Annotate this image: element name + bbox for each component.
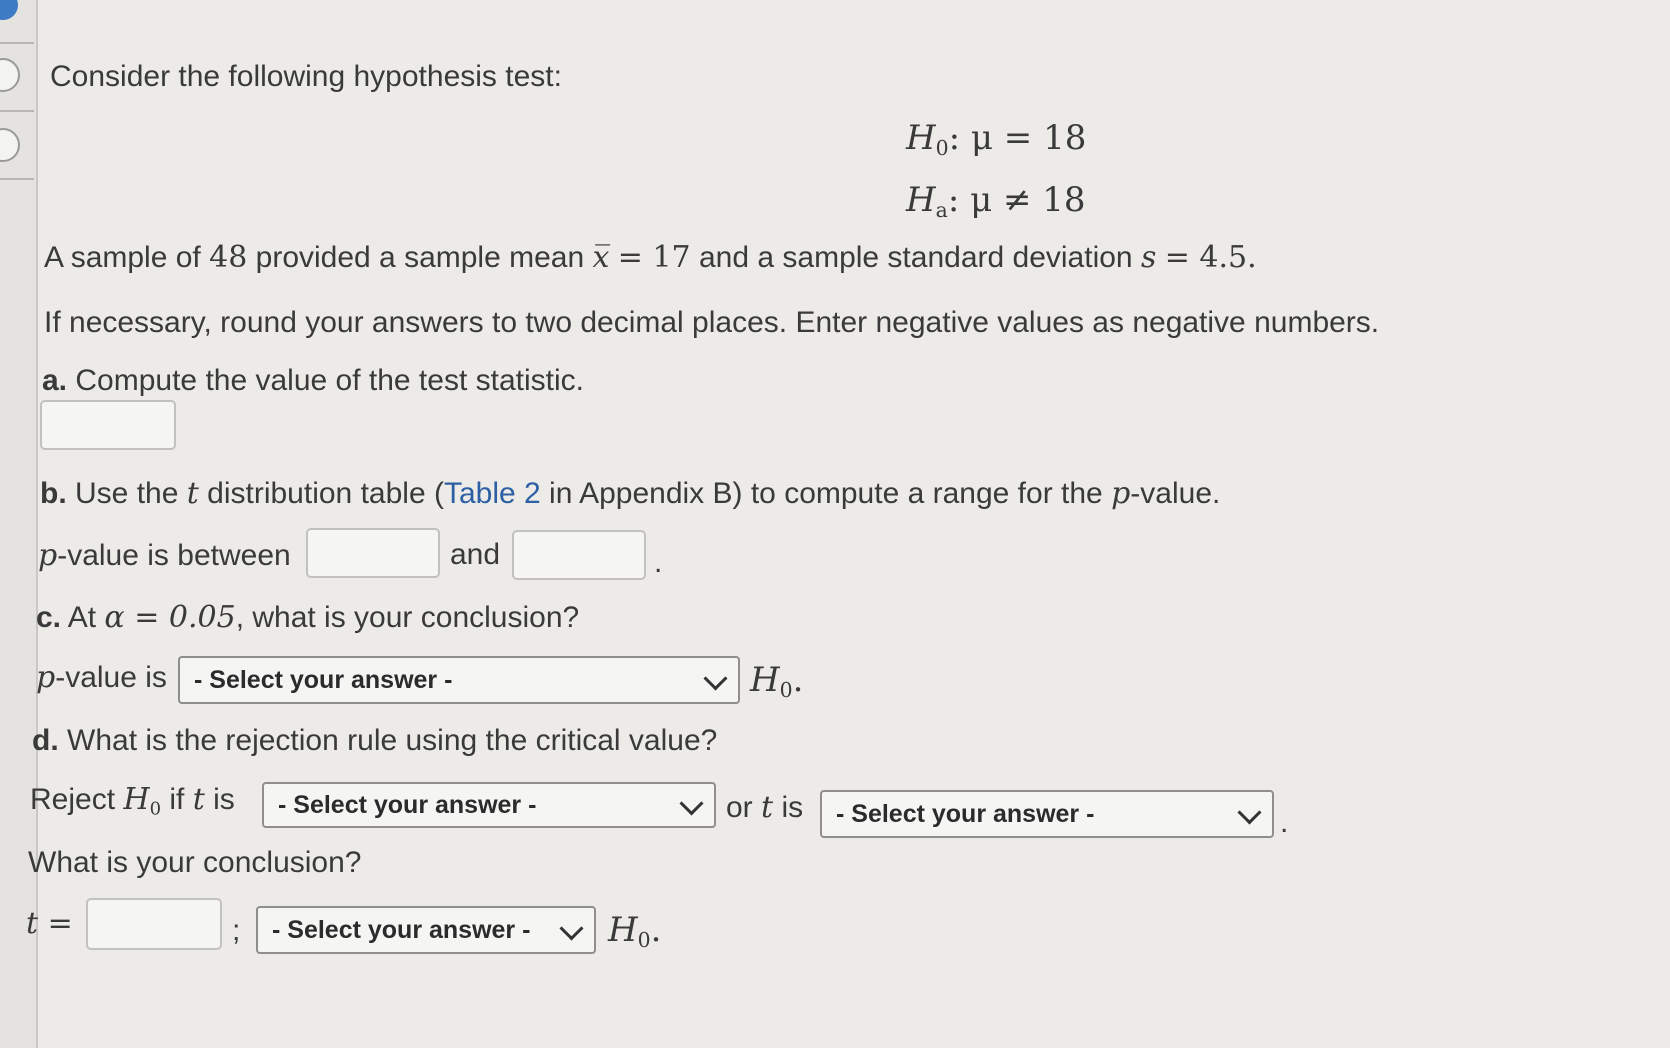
sample-statement: A sample of 48 provided a sample mean x̅ = 17 and a sample standard deviation s = 4.5.: [44, 240, 1257, 275]
select-value: - Select your answer -: [272, 915, 531, 944]
question-nav-sidebar: [0, 0, 38, 1048]
null-hypothesis: $H_0$: μ = 18: [906, 118, 1087, 161]
chevron-down-icon: [559, 916, 583, 940]
test-statistic-input[interactable]: [40, 400, 176, 450]
or-t-is-label: or t is: [726, 790, 804, 825]
intro-text: Consider the following hypothesis test:: [50, 60, 562, 93]
table-2-link[interactable]: Table 2: [443, 477, 541, 510]
part-a-question: a. Compute the value of the test statistic.: [42, 364, 584, 397]
chevron-down-icon: [1237, 800, 1261, 824]
period: .: [654, 546, 663, 579]
sidebar-divider: [0, 42, 34, 44]
conclusion-label: What is your conclusion?: [28, 846, 362, 879]
pvalue-conclusion-select[interactable]: [178, 656, 740, 704]
instructions-text: If necessary, round your answers to two decimal places. Enter negative values as negative numbers.: [44, 306, 1380, 339]
pvalue-is-label: p-value is: [36, 660, 167, 695]
select-value: - Select your answer -: [278, 790, 537, 819]
conclusion-select[interactable]: [256, 906, 596, 954]
pvalue-upper-input[interactable]: [512, 530, 646, 580]
chevron-down-icon: [703, 666, 727, 690]
t-equals-label: t =: [26, 906, 73, 941]
t-value-input[interactable]: [86, 898, 222, 950]
part-c-question: c. At α = 0.05, what is your conclusion?: [36, 600, 580, 635]
semicolon: ;: [232, 914, 241, 947]
rejection-rule-select-2[interactable]: [820, 790, 1274, 838]
select-value: - Select your answer -: [836, 799, 1095, 828]
part-b-question: b. Use the t distribution table (Table 2 in Appendix B) to compute a range for the p-value.: [40, 476, 1221, 511]
period: .: [1280, 806, 1289, 839]
pvalue-lower-input[interactable]: [306, 528, 440, 578]
and-label: and: [450, 538, 501, 571]
question-radio-1[interactable]: [0, 58, 20, 92]
sidebar-divider: [0, 178, 34, 180]
rejection-rule-select-1[interactable]: [262, 782, 716, 828]
question-radio-2[interactable]: [0, 128, 20, 162]
question-content: [26, 0, 1670, 1048]
current-question-indicator[interactable]: [0, 0, 18, 20]
pvalue-between-label: p-value is between: [38, 538, 291, 573]
part-d-question: d. What is the rejection rule using the critical value?: [32, 724, 718, 757]
select-value: - Select your answer -: [194, 665, 453, 694]
h0-symbol: $H_0$.: [608, 910, 662, 953]
alternative-hypothesis: $H_a$: μ ≠ 18: [906, 180, 1086, 223]
sidebar-divider: [0, 110, 34, 112]
h0-symbol: $H_0$.: [750, 660, 804, 703]
chevron-down-icon: [679, 791, 703, 815]
reject-rule-label: Reject $H_0$ if t is: [30, 782, 235, 820]
